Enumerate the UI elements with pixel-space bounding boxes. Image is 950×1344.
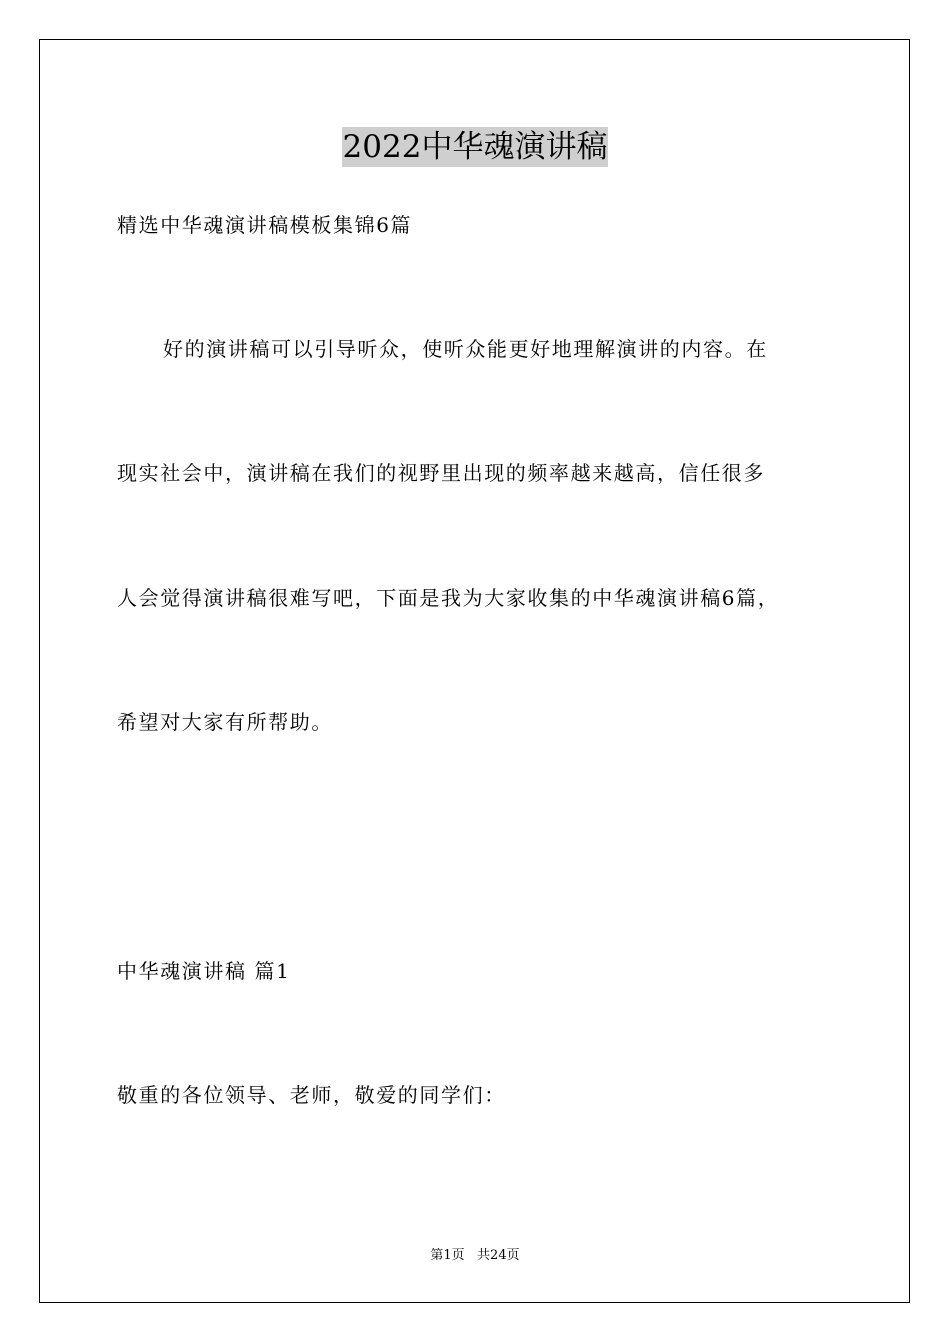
title-container [0, 127, 950, 167]
intro-paragraph-line-2: 现实社会中，演讲稿在我们的视野里出现的频率越来越高，信任很多 [117, 461, 765, 485]
intro-paragraph-line-3: 人会觉得演讲稿很难写吧，下面是我为大家收集的中华魂演讲稿6篇， [117, 586, 780, 610]
intro-paragraph-line-4: 希望对大家有所帮助。 [117, 710, 333, 734]
greeting-line: 敬重的各位领导、老师，敬爱的同学们： [117, 1083, 506, 1107]
page-footer [0, 1247, 950, 1265]
section-heading: 中华魂演讲稿 篇1 [117, 959, 291, 983]
document-subtitle: 精选中华魂演讲稿模板集锦6篇 [117, 213, 413, 237]
intro-paragraph-line-1: 好的演讲稿可以引导听众，使听众能更好地理解演讲的内容。在 [163, 337, 768, 361]
page-number: 第1页 共24页 [430, 1248, 520, 1263]
document-title: 2022中华魂演讲稿 [342, 129, 608, 165]
